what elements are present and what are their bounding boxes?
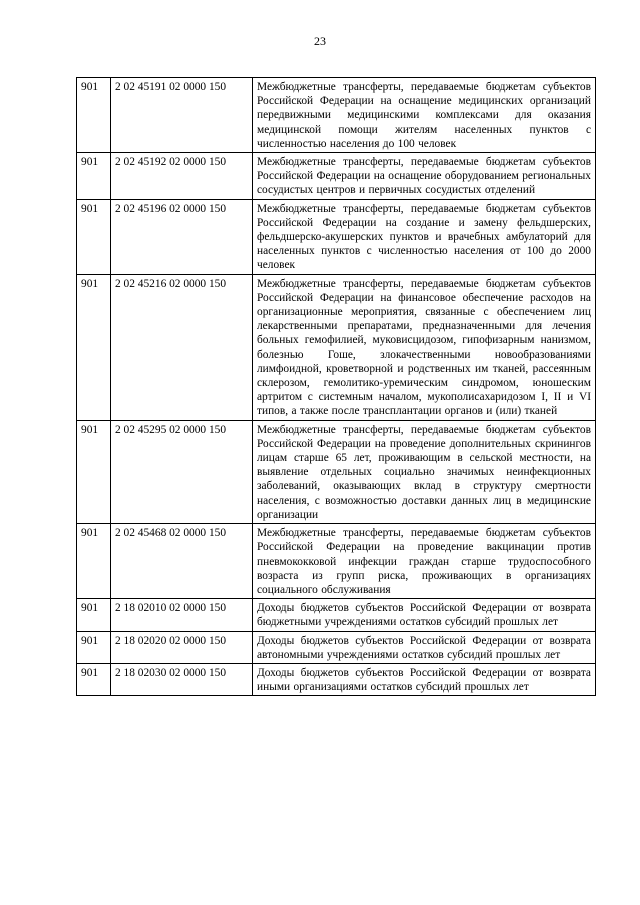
- budget-classification-code-cell: 2 02 45295 02 0000 150: [111, 420, 253, 523]
- administrator-code-cell: 901: [77, 78, 111, 153]
- page-number: 23: [314, 34, 326, 48]
- administrator-code-cell: 901: [77, 420, 111, 523]
- table-row: [77, 524, 596, 599]
- administrator-code-cell: 901: [77, 599, 111, 631]
- table-row: [77, 78, 596, 153]
- budget-classification-code-cell: 2 02 45196 02 0000 150: [111, 199, 253, 274]
- budget-classification-code-cell: 2 02 45192 02 0000 150: [111, 153, 253, 200]
- revenue-name-cell: Межбюджетные трансферты, передаваемые бюджетам субъектов Российской Федерации на оснащение медицинских организаций передвижными медицинскими комплексами для оказания медицинской помощи жителям населенных пунктов с численностью населения до 100 человек: [253, 78, 596, 153]
- administrator-code-cell: 901: [77, 631, 111, 663]
- revenue-name-cell: Межбюджетные трансферты, передаваемые бюджетам субъектов Российской Федерации на оснащение оборудованием региональных сосудистых центров и первичных сосудистых отделений: [253, 153, 596, 200]
- budget-classification-code-cell: 2 02 45191 02 0000 150: [111, 78, 253, 153]
- administrator-code-cell: 901: [77, 153, 111, 200]
- revenue-name-cell: Доходы бюджетов субъектов Российской Федерации от возврата автономными учреждениями остатков субсидий прошлых лет: [253, 631, 596, 663]
- table-row: [77, 274, 596, 420]
- table-row: [77, 599, 596, 631]
- revenue-name-cell: Межбюджетные трансферты, передаваемые бюджетам субъектов Российской Федерации на проведение дополнительных скринингов лицам старше 65 лет, проживающим в сельской местности, на выявление отдельных социально значимых неинфекционных заболеваний, оказывающих вклад в структуру смертности населения, с возможностью доставки данных лиц в медицинские организации: [253, 420, 596, 523]
- revenue-name-cell: Доходы бюджетов субъектов Российской Федерации от возврата иными организациями остатков субсидий прошлых лет: [253, 663, 596, 695]
- budget-classification-code-cell: 2 18 02020 02 0000 150: [111, 631, 253, 663]
- revenue-name-cell: Межбюджетные трансферты, передаваемые бюджетам субъектов Российской Федерации на создание и замену фельдшерских, фельдшерско-акушерских пунктов и врачебных амбулаторий для населенных пунктов с численностью населения от 100 до 2000 человек: [253, 199, 596, 274]
- administrator-code-cell: 901: [77, 663, 111, 695]
- table-row: [77, 663, 596, 695]
- revenue-name-cell: Межбюджетные трансферты, передаваемые бюджетам субъектов Российской Федерации на финансовое обеспечение расходов на организационные мероприятия, связанные с обеспечением лиц лекарственными препаратами, предназначенными для лечения больных гемофилией, муковисцидозом, гипофизарным нанизмом, болезнью Гоше, злокачественными новообразованиями лимфоидной, кроветворной и родственных им тканей, рассеянным склерозом, гемолитико-уремическим синдромом, юношеским артритом с системным началом, мукополисахаридозом I, II и VI типов, а также после трансплантации органов и (или) тканей: [253, 274, 596, 420]
- administrator-code-cell: 901: [77, 524, 111, 599]
- budget-classification-code-cell: 2 18 02030 02 0000 150: [111, 663, 253, 695]
- table-row: [77, 420, 596, 523]
- budget-classification-code-cell: 2 02 45216 02 0000 150: [111, 274, 253, 420]
- table-row: [77, 631, 596, 663]
- budget-classification-code-cell: 2 02 45468 02 0000 150: [111, 524, 253, 599]
- budget-classification-table: [76, 77, 596, 696]
- revenue-name-cell: Доходы бюджетов субъектов Российской Федерации от возврата бюджетными учреждениями остатков субсидий прошлых лет: [253, 599, 596, 631]
- revenue-name-cell: Межбюджетные трансферты, передаваемые бюджетам субъектов Российской Федерации на проведение вакцинации против пневмококковой инфекции граждан старше трудоспособного возраста из групп риска, проживающих в организациях социального обслуживания: [253, 524, 596, 599]
- table-row: [77, 153, 596, 200]
- administrator-code-cell: 901: [77, 274, 111, 420]
- budget-classification-code-cell: 2 18 02010 02 0000 150: [111, 599, 253, 631]
- administrator-code-cell: 901: [77, 199, 111, 274]
- table-row: [77, 199, 596, 274]
